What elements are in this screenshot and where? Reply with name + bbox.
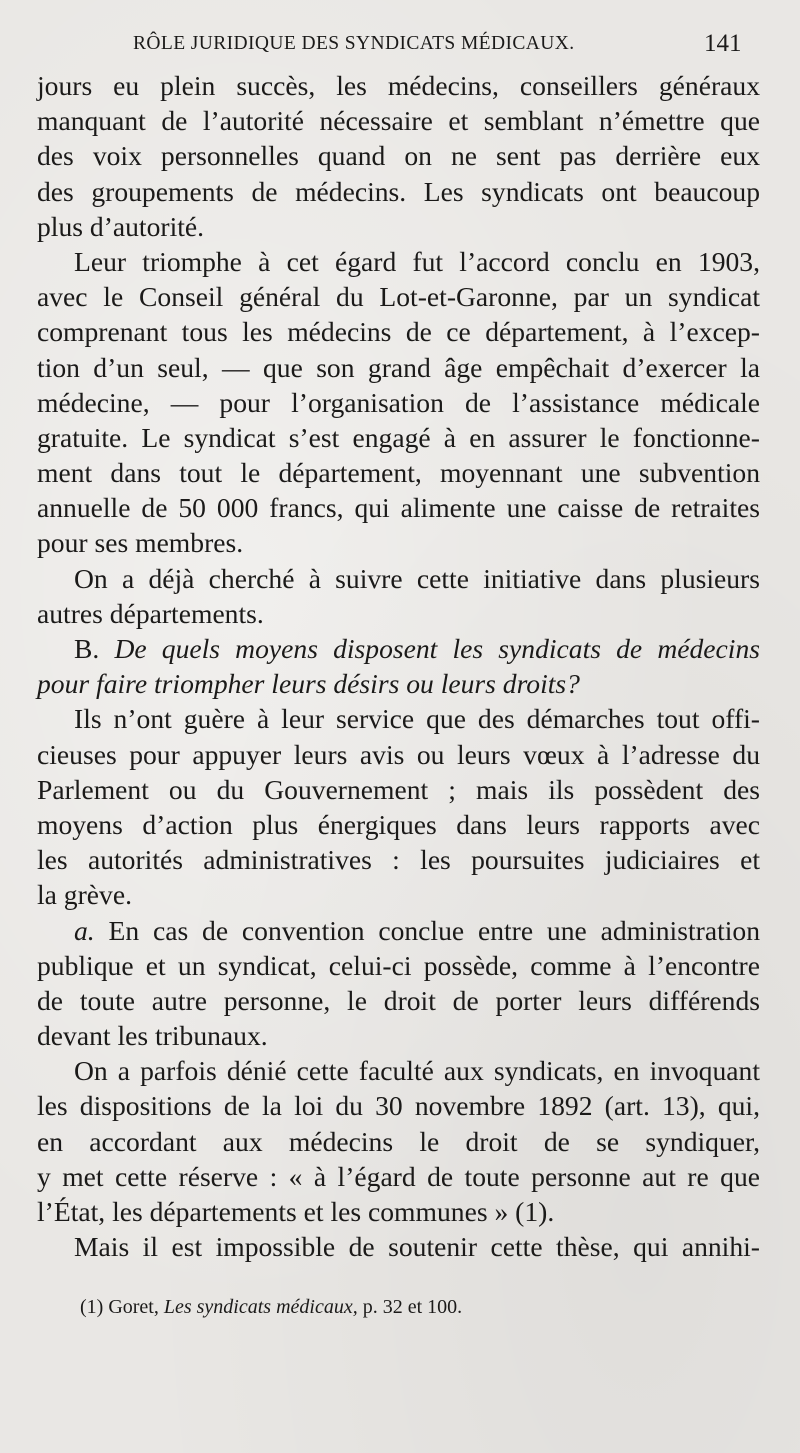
text-line: les dispositions de la loi du 30 novembre 1892 (art. 13), qui, [37,1090,760,1122]
body-text [37,68,760,1264]
text-line: de toute autre personne, le droit de porter leurs différends [37,984,760,1016]
text-line: comprenant tous les médecins de ce département, à l’excep- [37,316,760,348]
text-line: l’État, les départements et les communes » (1). [37,1196,555,1227]
text-line: avec le Conseil général du Lot-et-Garonne, par un syndicat [37,281,760,313]
page-number: 141 [704,30,742,57]
section-question-line: pour faire triompher leurs désirs ou leurs droits? [37,668,580,700]
text-line: médecine, — pour l’organisation de l’assistance médicale [37,386,760,418]
text-line: annuelle de 50 000 francs, qui alimente une caisse de retraites [37,492,760,524]
subsection-text: En cas de convention conclue entre une administration [108,914,760,946]
section-letter: B. [74,633,100,664]
running-title: RÔLE JURIDIQUE DES SYNDICATS MÉDICAUX. [133,33,575,54]
text-line: pour ses membres. [37,527,244,559]
text-line: moyens d’action plus énergiques dans leurs rapports avec [37,808,760,840]
text-line: autres départements. [37,597,264,629]
footnote-marker: (1) Goret, [80,1296,159,1318]
text-line: devant les tribunaux. [37,1020,268,1052]
text-line: publique et un syndicat, celui-ci possède, comme à l’encontre [37,949,760,981]
text-line: en accordant aux médecins le droit de se syndiquer, [37,1125,760,1157]
text-line: les autorités administratives : les poursuites judiciaires et [37,844,760,876]
text-line: ment dans tout le département, moyennant une subvention [37,457,760,489]
text-line: tion d’un seul, — que son grand âge empêchait d’exercer la [37,351,760,383]
text-line: On a déjà cherché à suivre cette initiative dans plusieurs [74,562,760,594]
text-line: Leur triomphe à cet égard fut l’accord conclu en 1903, [74,245,760,277]
text-line: gratuite. Le syndicat s’est engagé à en assurer le fonctionne- [37,421,760,453]
text-line: On a parfois dénié cette faculté aux syndicats, en invoquant [74,1055,760,1087]
footnote-pages: p. 32 et 100. [362,1296,463,1318]
running-head [0,30,800,67]
text-line: jours eu plein succès, les médecins, conseillers généraux [37,70,760,101]
text-line: des voix personnelles quand on ne sent pas derrière eux [37,140,760,172]
text-line: la grève. [37,879,132,911]
section-question: De quels moyens disposent les syndicats de médecins [114,633,760,664]
text-line: y met cette réserve : « à l’égard de toute personne aut re que [37,1160,760,1192]
text-line: cieuses pour appuyer leurs avis ou leurs vœux à l’adresse du [37,738,760,770]
footnote-title: Les syndicats médicaux, [163,1296,358,1318]
section-heading-line [37,631,760,666]
text-line: manquant de l’autorité nécessaire et semblant n’émettre que [37,105,760,137]
text-line: Mais il est impossible de soutenir cette thèse, qui annihi- [74,1231,760,1263]
subsection-letter: a. [74,914,95,946]
footnote [80,1296,462,1319]
text-line: Parlement ou du Gouvernement ; mais ils possèdent des [37,773,760,805]
text-line: des groupements de médecins. Les syndicats ont beaucoup [37,175,760,207]
subsection-line [37,913,760,948]
text-line: plus d’autorité. [37,210,205,242]
text-line: Ils n’ont guère à leur service que des démarches tout offi- [74,703,760,735]
